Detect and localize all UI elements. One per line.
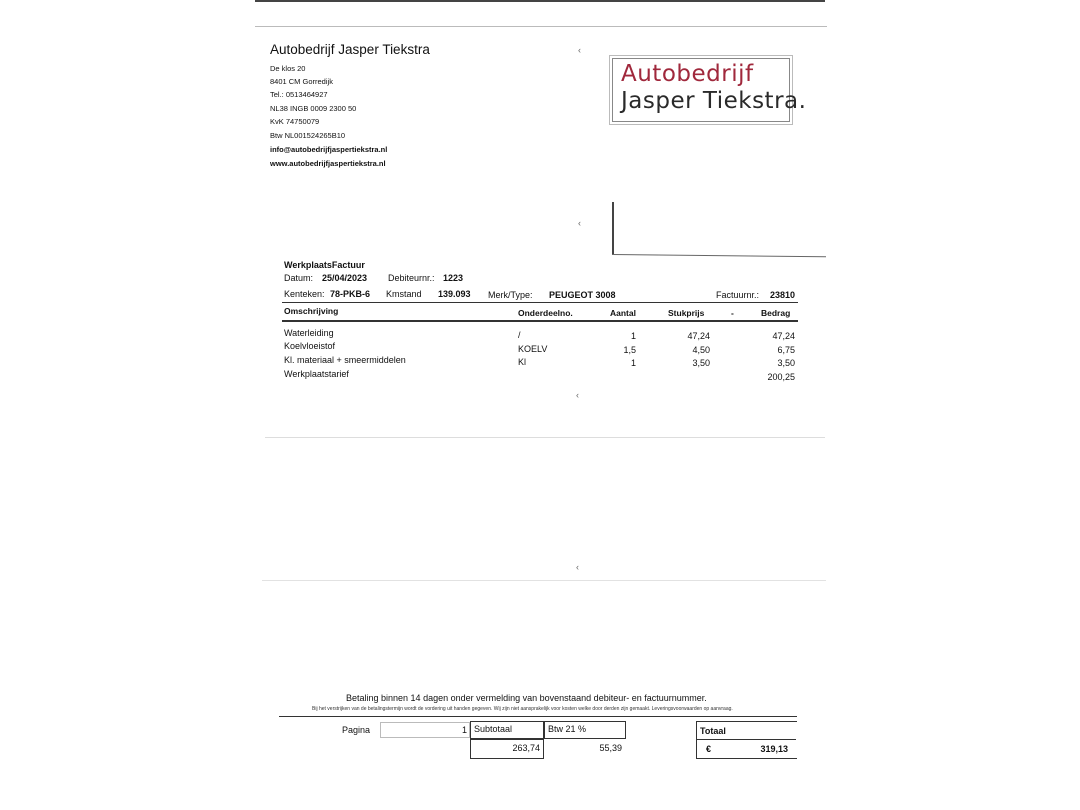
company-kvk: KvK 74750079	[270, 117, 320, 126]
invoice-title: WerkplaatsFactuur	[284, 260, 365, 270]
small-print: Bij het verstrijken van de betalingstermijn wordt de vordering uit handen gegeven. Wij zijn niet aansprakelijk voor kosten welke door derden zijn gemaakt. Leveringsvoorwaarden op aanvraag.	[312, 706, 733, 712]
merk-type-value: PEUGEOT 3008	[549, 290, 616, 300]
scan-tick-mark: ‹	[578, 45, 581, 55]
datum-label: Datum:	[284, 273, 314, 283]
company-email: info@autobedrijfjaspertiekstra.nl	[270, 145, 388, 154]
kenteken-label: Kenteken:	[284, 289, 325, 299]
col-header-onderdeelno: Onderdeelno.	[518, 308, 573, 318]
kenteken-value: 78-PKB-6	[330, 289, 371, 299]
company-website: www.autobedrijfjaspertiekstra.nl	[270, 159, 386, 168]
merk-type-label: Merk/Type:	[488, 290, 533, 300]
row-stukprijs: 3,50	[692, 358, 710, 368]
company-phone: Tel.: 0513464927	[270, 90, 328, 99]
table-header-rule	[282, 320, 798, 322]
row-omschrijving: Waterleiding	[284, 328, 334, 338]
row-onderdeelno: Kl	[518, 357, 527, 367]
row-onderdeelno: KOELV	[518, 344, 548, 354]
totaal-value: 319,13	[760, 744, 788, 754]
row-onderdeelno: /	[518, 330, 521, 340]
scan-line-lower	[262, 580, 826, 581]
row-omschrijving: Kl. materiaal + smeermiddelen	[284, 355, 406, 365]
totaal-divider	[697, 739, 796, 740]
company-name: Autobedrijf Jasper Tiekstra	[270, 42, 430, 57]
row-bedrag: 3,50	[777, 358, 795, 368]
subtotaal-label: Subtotaal	[474, 724, 513, 734]
scan-tick-mark: ‹	[578, 218, 581, 228]
company-iban: NL38 INGB 0009 2300 50	[270, 104, 357, 113]
btw-value: 55,39	[599, 743, 622, 753]
pagina-value: 1	[461, 725, 467, 735]
row-aantal: 1	[630, 331, 636, 341]
payment-note: Betaling binnen 14 dagen onder vermelding van bovenstaand debiteur- en factuurnummer.	[346, 693, 707, 703]
row-aantal: 1,5	[623, 345, 636, 355]
scan-tick-mark: ‹	[576, 562, 579, 572]
company-logo	[612, 58, 807, 122]
col-header-dash: -	[731, 308, 734, 318]
currency-symbol: €	[706, 744, 712, 754]
btw-label: Btw 21 %	[548, 724, 587, 734]
datum-value: 25/04/2023	[322, 273, 368, 283]
scan-tick-mark: ‹	[576, 390, 579, 400]
row-bedrag: 47,24	[772, 331, 795, 341]
debiteur-label: Debiteurnr.:	[388, 273, 435, 283]
scan-border-top	[255, 0, 825, 2]
factuurnr-value: 23810	[770, 290, 796, 300]
logo-text-line2: Jasper Tiekstra.	[621, 88, 807, 114]
row-omschrijving: Koelvloeistof	[284, 341, 336, 351]
col-header-omschrijving: Omschrijving	[284, 306, 339, 316]
factuurnr-label: Factuurnr.:	[716, 290, 760, 300]
col-header-bedrag: Bedrag	[761, 308, 791, 318]
row-omschrijving: Werkplaatstarief	[284, 369, 349, 379]
table-top-rule	[282, 302, 798, 303]
logo-text-line1: Autobedrijf	[621, 61, 754, 87]
debiteur-value: 1223	[443, 273, 464, 283]
scan-line-right-shift	[612, 202, 614, 254]
scan-line-right-shift-bottom	[612, 254, 826, 257]
row-stukprijs: 47,24	[687, 331, 710, 341]
kmstand-value: 139.093	[438, 289, 471, 299]
row-stukprijs: 4,50	[692, 345, 710, 355]
company-address-line: De klos 20	[270, 64, 306, 73]
row-aantal: 1	[630, 358, 636, 368]
footer-top-rule	[279, 716, 797, 717]
row-bedrag: 200,25	[767, 372, 795, 382]
row-bedrag: 6,75	[777, 345, 795, 355]
col-header-aantal: Aantal	[610, 308, 636, 318]
company-btw: Btw NL001524265B10	[270, 131, 346, 140]
scan-line-mid	[265, 437, 825, 438]
scan-line-top	[255, 26, 827, 27]
totaal-label: Totaal	[700, 726, 726, 736]
pagina-label: Pagina	[342, 725, 371, 735]
kmstand-label: Kmstand	[386, 289, 422, 299]
company-address-line: 8401 CM Gorredijk	[270, 77, 333, 86]
subtotaal-value: 263,74	[512, 743, 540, 753]
col-header-stukprijs: Stukprijs	[668, 308, 705, 318]
